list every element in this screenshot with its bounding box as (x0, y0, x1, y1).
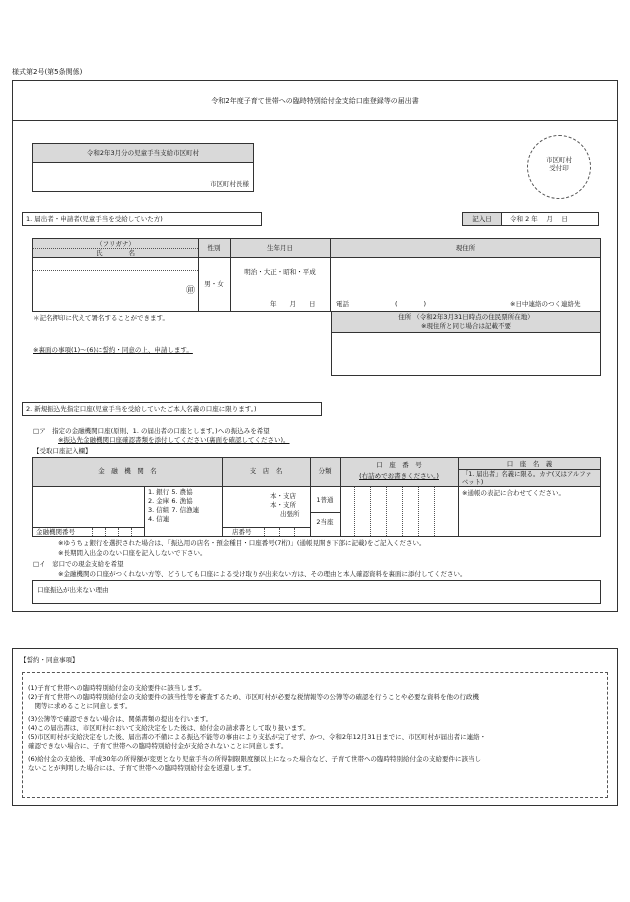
date-field[interactable] (501, 212, 599, 226)
holder-header-rule (458, 469, 601, 470)
holder-note2: ※通帳の表記に合わせてください。 (462, 489, 565, 497)
form-number-label: 様式第2号(第5条関係) (12, 68, 83, 76)
prev-address-label: 住所 （令和2年3月31日時点の住民票所在地） (398, 313, 534, 321)
bank-type-3[interactable]: 3. 信組 7. 信漁連 (148, 506, 200, 514)
branch-code-divider-1 (264, 528, 265, 536)
branch-type-2[interactable]: 本・支所 (270, 501, 296, 509)
digit-divider-3 (386, 487, 387, 536)
col-branch: 支 店 名 (249, 467, 283, 475)
branch-type-3[interactable]: 出張所 (280, 510, 300, 518)
pledge-item-6-cont: ないことが判明した場合には、子育て世帯への臨時特別給付金を返還します。 (28, 764, 255, 772)
municipality-header: 令和2年3月分の児童手当支給市区町村 (86, 149, 200, 157)
date-label: 記入日 (472, 215, 492, 223)
col-birth: 生年月日 (267, 244, 293, 252)
col-bank: 金 融 機 関 名 (98, 467, 157, 475)
digit-divider-4 (402, 487, 403, 536)
option-a[interactable]: □ア 指定の金融機関口座(原則、1. の届出者の口座とします。)への振込みを希望 (33, 427, 270, 435)
bank-type-4[interactable]: 4. 信連 (148, 515, 170, 523)
pledge-heading: 【誓約・同意事項】 (20, 656, 79, 664)
pledge-item-5-cont: 確認できない場合に、子育て世帯への臨時特別給付金が支給されないことに同意します。 (28, 742, 288, 750)
option-i[interactable]: □イ 窓口での現金支給を希望 (33, 560, 124, 568)
pledge-item-1: (1)子育て世帯への臨時特別給付金の支給要件に該当します。 (28, 684, 206, 692)
col-account-note: (右詰めでお書きください。) (359, 472, 439, 480)
holder-note1: 「1. 届出者」名義に限る。カナ(又はアルファベット) (462, 471, 592, 486)
branch-code-label: 店番号 (232, 528, 252, 536)
account-type-2[interactable]: 2当座 (316, 518, 334, 526)
gender-options[interactable]: 男・女 (204, 280, 224, 288)
daytime-contact-note: ※日中連絡のつく連絡先 (510, 300, 581, 308)
long-term-note: ※長期間入出金のない口座を記入しないで下さい。 (58, 549, 207, 557)
prev-address-rule (331, 332, 601, 333)
branch-code-divider-3 (294, 528, 295, 536)
branch-type-1[interactable]: 本・支店 (270, 492, 296, 500)
era-options[interactable]: 明治・大正・昭和・平成 (244, 268, 316, 276)
prev-address-note: ※現住所と同じ場合は記載不要 (421, 322, 511, 330)
bank-code-divider-2 (105, 528, 106, 536)
digit-divider-5 (418, 487, 419, 536)
account-type-rule (310, 512, 340, 513)
section1-heading-box (22, 212, 262, 226)
title-divider (12, 120, 618, 121)
pledge-item-2: (2)子育て世帯への臨時特別給付金の支給要件の該当性等を審査するため、市区町村が必要な税情報等の公簿等の確認を行うことや必要な資料を他の行政機 (28, 693, 479, 701)
furigana-input[interactable] (33, 258, 198, 270)
bank-type-1[interactable]: 1. 銀行 5. 農協 (148, 488, 193, 496)
bank-type-2[interactable]: 2. 金庫 6. 漁協 (148, 497, 193, 505)
signature-note: ＊記名押印に代えて署名することができます。 (33, 314, 169, 322)
option-a-note: ※振込先金融機関口座確認書類を添付してください(裏面を確認してください)。 (58, 436, 290, 444)
col-name: 氏 名 (96, 249, 135, 257)
col-holder: 口 座 名 義 (506, 460, 553, 468)
bank-code-divider-1 (92, 528, 93, 536)
phone-label: 電話 (336, 300, 349, 308)
col-gender: 性別 (207, 244, 221, 252)
seal-mark: ㊞ (186, 286, 196, 296)
yucho-note: ※ゆうちょ銀行を選択された場合は、「振込用の店名・預金種目・口座番号(7桁)」(通帳見開き下部に記載)をご記入ください。 (58, 539, 426, 547)
option-i-note: ※金融機関の口座がつくれない方等、どうしても口座による受け取りが出来ない方は、その理由と本人確認資料を裏面に添付してください。 (58, 570, 467, 578)
receipt-label: 【受取口座記入欄】 (33, 447, 92, 455)
account-type-1[interactable]: 1普通 (316, 496, 334, 504)
municipality-header-box (32, 143, 254, 163)
section2-heading: 2. 新規振込先指定口座(児童手当を受給していたご本人名義の口座に限ります。) (26, 405, 257, 413)
form-title: 令和2年度子育て世帯への臨時特別給付金支給口座登録等の届出書 (211, 97, 419, 105)
branch-code-divider-2 (279, 528, 280, 536)
col-account: 口 座 番 号 (376, 461, 422, 469)
bank-code-divider-3 (118, 528, 119, 536)
bank-code-label: 金融機関番号 (36, 528, 75, 536)
reception-stamp (527, 135, 591, 199)
section1-heading: 1. 届出者・申請者(児童手当を受給していた方) (26, 215, 163, 223)
no-account-reason-box[interactable] (32, 580, 601, 604)
bank-name-input[interactable] (33, 487, 144, 527)
col-furigana: （フリガナ） (96, 240, 135, 248)
pledge-item-6: (6)給付金の支給後、平成30年の所得額が変更となり児童手当の所得制限限度額以上になった場合など、子育て世帯への臨時特別給付金の支給要件に該当し (28, 755, 481, 763)
bank-code-divider-4 (131, 528, 132, 536)
date-value: 令和 2 年 月 日 (510, 215, 568, 223)
section2-heading-box (22, 402, 322, 416)
pledge-statement: ※裏面の事項(1)～(6)に誓約・同意の上、申請します。 (33, 346, 193, 354)
digit-divider-2 (370, 487, 371, 536)
date-label-box (462, 212, 502, 226)
municipality-field[interactable] (32, 162, 254, 192)
digit-divider-1 (354, 487, 355, 536)
bank-type-rule (144, 486, 145, 537)
digit-divider-6 (434, 487, 435, 536)
pledge-item-4: (4)この届出書は、市区町村において支給決定をした後は、給付金の請求書として取り扱います。 (28, 724, 310, 732)
name-input[interactable] (33, 271, 198, 311)
birth-ymd[interactable]: 年 月 日 (270, 300, 316, 308)
col-address: 現住所 (455, 244, 476, 252)
municipality-addressee: 市区町村長様 (210, 179, 249, 188)
stamp-line1: 市区町村 (546, 156, 572, 164)
col-type: 分類 (318, 467, 332, 475)
stamp-line2: 受付印 (549, 164, 569, 173)
pledge-item-3: (3)公簿等で確認できない場合は、関係書類の提出を行います。 (28, 715, 213, 723)
phone-field[interactable]: ( ) (395, 300, 427, 308)
no-account-reason-label: 口座振込が出来ない理由 (37, 586, 109, 594)
pledge-item-5: (5)市区町村が支給決定をした後、届出書の不備による振込不能等の事由により支払が完了せず、かつ、令和2年12月31日までに、市区町村が届出者に連絡・ (28, 733, 487, 741)
pledge-item-2-cont: 関等に求めることに同意します。 (28, 702, 132, 710)
